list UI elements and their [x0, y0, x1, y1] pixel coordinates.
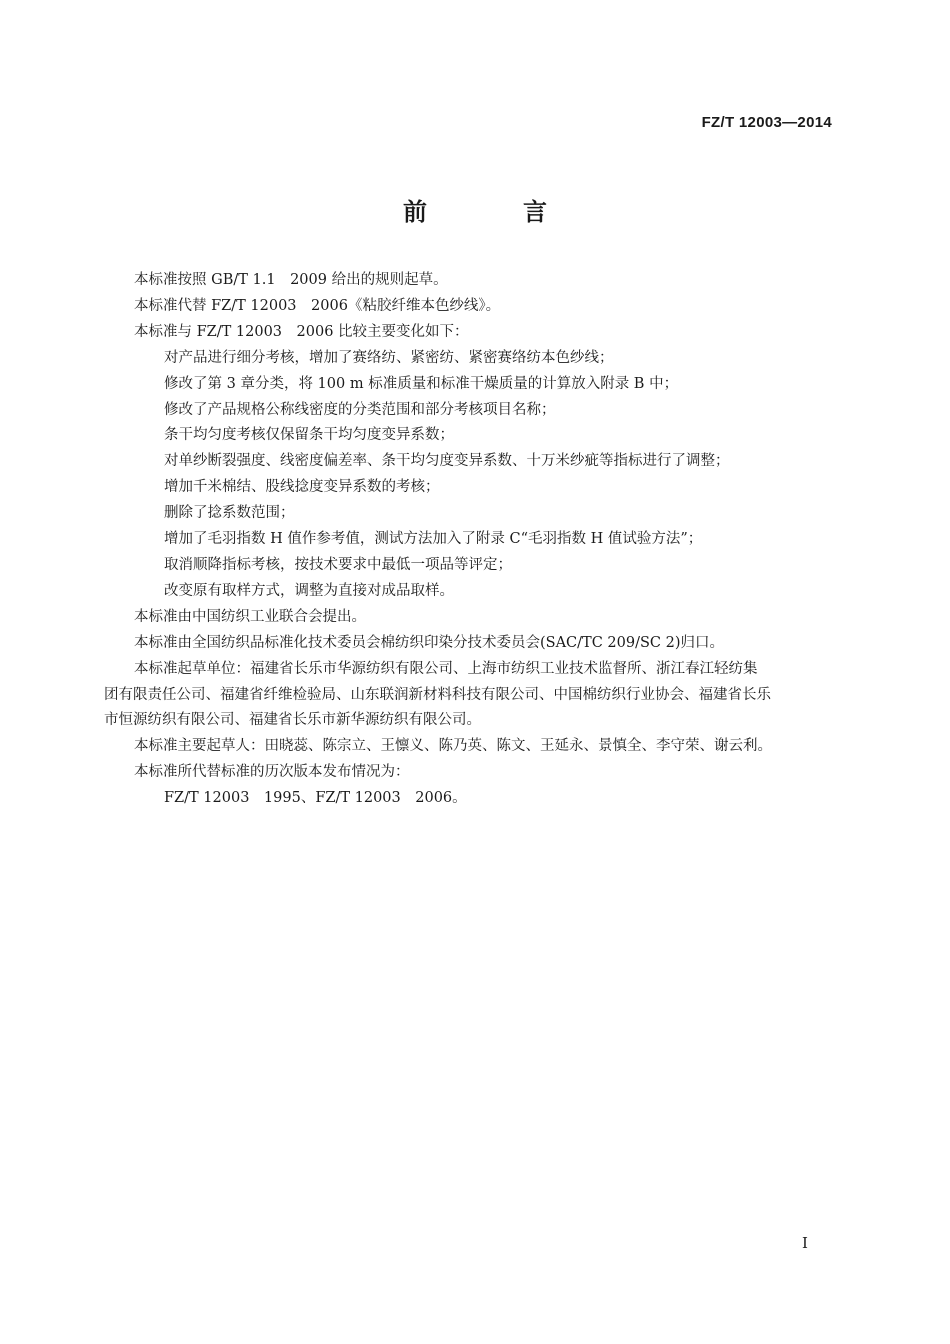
paragraph-proposed-by: 本标准由中国纺织工业联合会提出。 [134, 608, 366, 625]
paragraph-centralized-by: 本标准由全国纺织品标准化技术委员会棉纺织印染分技术委员会(SAC/TC 209/SC 2)归口。 [134, 634, 724, 651]
change-item: 条干均匀度考核仅保留条干均匀度变异系数； [164, 427, 454, 444]
change-item: 增加了毛羽指数 H 值作参考值，测试方法加入了附录 C“毛羽指数 H 值试验方法”； [164, 531, 703, 548]
change-item: 改变原有取样方式，调整为直接对成品取样。 [164, 582, 454, 599]
change-item: 取消顺降指标考核，按技术要求中最低一项品等评定； [164, 556, 512, 573]
change-item: 增加千米棉结、股线捻度变异系数的考核； [164, 479, 440, 496]
paragraph-history-versions: FZ/T 12003 1995、FZ/T 12003 2006。 [164, 790, 467, 807]
paragraph-history-intro: 本标准所代替标准的历次版本发布情况为： [134, 764, 410, 781]
change-item: 修改了第 3 章分类，将 100 m 标准质量和标准干燥质量的计算放入附录 B 中； [164, 375, 679, 392]
change-item: 修改了产品规格公称线密度的分类范围和部分考核项目名称； [164, 401, 556, 418]
change-item: 对产品进行细分考核，增加了赛络纺、紧密纺、紧密赛络纺本色纱线； [164, 349, 614, 366]
paragraph-drafters: 本标准主要起草人：田晓蕊、陈宗立、王懔义、陈乃英、陈文、王延永、景慎全、李守荣、谢云利。 [134, 738, 772, 755]
page-number: I [802, 1234, 808, 1252]
preface-body [104, 268, 824, 812]
paragraph-drafting-units-line1: 本标准起草单位：福建省长乐市华源纺织有限公司、上海市纺织工业技术监督所、浙江春江轻纺集 [134, 660, 758, 677]
paragraph-replaces: 本标准代替 FZ/T 12003 2006《粘胶纤维本色纱线》。 [134, 297, 501, 314]
page-title: 前 言 [403, 198, 583, 226]
paragraph-drafting-rules: 本标准按照 GB/T 1.1 2009 给出的规则起草。 [134, 272, 448, 288]
paragraph-changes-intro: 本标准与 FZ/T 12003 2006 比较主要变化如下： [134, 323, 469, 340]
change-item: 删除了捻系数范围； [164, 505, 295, 522]
paragraph-drafting-units-line2: 团有限责任公司、福建省纤维检验局、山东联润新材料科技有限公司、中国棉纺织行业协会、福建省长乐 [104, 686, 771, 703]
paragraph-drafting-units-line3: 市恒源纺织有限公司、福建省长乐市新华源纺织有限公司。 [104, 712, 481, 729]
standard-code: FZ/T 12003—2014 [701, 114, 832, 131]
change-item: 对单纱断裂强度、线密度偏差率、条干均匀度变异系数、十万米纱疵等指标进行了调整； [164, 453, 730, 470]
